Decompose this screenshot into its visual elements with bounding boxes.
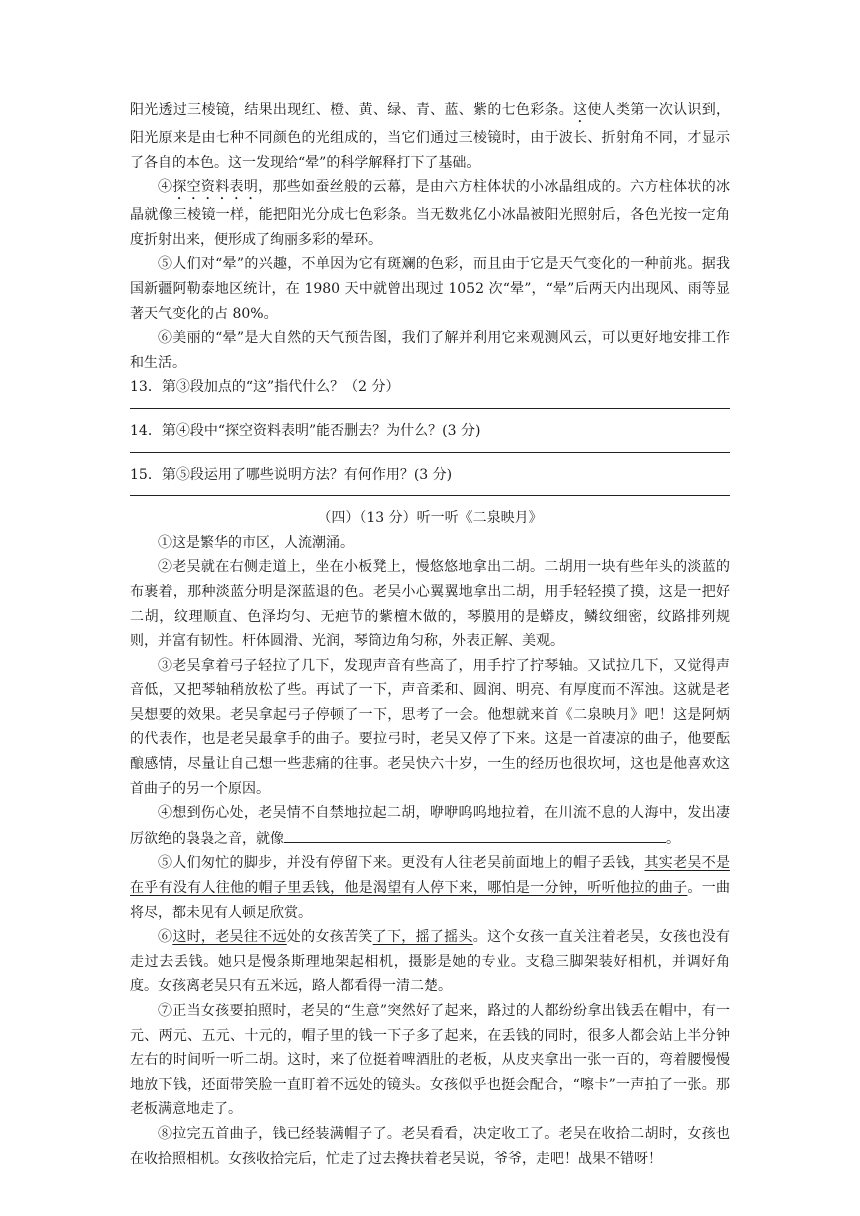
underlined-phrase-1: 这时，老吴往不远 — [172, 929, 287, 946]
paragraph-4: ④探空资料表明，那些如蚕丝般的云幕，是由六方柱体状的小冰晶组成的。六方柱体状的冰晶就像三棱镜一样，能把阳光分成七色彩条。当无数兆亿小冰晶被阳光照射后，各色光按一定角度折射出来，便形成了绚丽多彩的晕环。 — [130, 179, 731, 248]
section-4-title: （四）（13 分）听一听《二泉映月》 — [317, 510, 543, 527]
exam-page — [130, 98, 730, 1171]
question-15: 15．第⑤段运用了哪些说明方法？有何作用？(3 分) — [130, 466, 453, 483]
story-paragraph-1: ①这是繁华的市区，人流潮涌。 — [158, 534, 354, 551]
question-13: 13．第③段加点的“这”指代什么？（2 分） — [130, 379, 400, 396]
story-paragraph-3: ③老吴拿着弓子轻拉了几下，发现声音有些高了，用手拧了拧琴轴。又试拉几下，又觉得声音低，又把琴轴稍放松了些。再试了一下，声音柔和、圆润、明亮、有厚度而不浑浊。这就是老吴想要的效果。老吴拿起弓子停顿了一下，思考了一会。他想就来首《二泉映月》吧！这是阿炳的代表作，也是老吴最拿手的曲子。要拉弓时，老吴又停了下来。这是一首凄凉的曲子，他要酝酿感情，尽量让自己想一些悲痛的往事。老吴快六十岁，一生的经历也很坎坷，这也是他喜欢这首曲子的另一个原因。 — [130, 657, 730, 797]
emphasized-phrase: 探空资料表明 — [172, 179, 259, 196]
story-paragraph-8: ⑧拉完五首曲子，钱已经装满帽子了。老吴看看，决定收工了。老吴在收拾二胡时，女孩也在收拾照相机。女孩收拾完后，忙走了过去搀扶着老吴说，爷爷，走吧！战果不错呀！ — [130, 1125, 730, 1167]
paragraph-5: ⑤人们对“晕”的兴趣，不单因为它有斑斓的色彩，而且由于它是天气变化的一种前兆。据我国新疆阿勒泰地区统计，在 1980 天中就曾出现过 1052 次“晕”，“晕”后两天内出现风、雨等显著天气变化的占 80%。 — [130, 256, 730, 322]
answer-line-15[interactable] — [130, 495, 730, 496]
story-paragraph-5: ⑤人们匆忙的脚步，并没有停留下来。更没有人往老吴前面地上的帽子丢钱，其实老吴不是在乎有没有人往他的帽子里丢钱，他是渴望有人停下来，哪怕是一分钟，听听他拉的曲子。一曲将尽，都未见有人顿足欣赏。 — [130, 855, 731, 921]
story-paragraph-4: ④想到伤心处，老吴情不自禁地拉起二胡，咿咿呜呜地拉着，在川流不息的人海中，发出凄厉欲绝的袅袅之音，就像 。 — [130, 805, 730, 847]
underlined-sentence: 其实老吴不是在乎有没有人往他的帽子里丢钱，他是渴望有人停下来，哪怕是一分钟，听听他拉的曲子 — [130, 855, 731, 897]
fill-in-blank[interactable] — [284, 826, 666, 843]
story-paragraph-6: ⑥这时，老吴往不远处的女孩苦笑了下，摇了摇头。这个女孩一直关注着老吴，女孩也没有走过去丢钱。她只是慢条斯理地架起相机，摄影是她的专业。支稳三脚架装好相机，并调好角度。女孩离老吴只有五米远，路人都看得一清二楚。 — [130, 929, 731, 995]
question-14: 14．第④段中“探空资料表明”能否删去？为什么？(3 分) — [130, 422, 481, 439]
underlined-phrase-2: 了下，摇了摇头 — [372, 929, 473, 946]
story-paragraph-7: ⑦正当女孩要拍照时，老吴的“生意”突然好了起来，路过的人都纷纷拿出钱丢在帽中，有一元、两元、五元、十元的，帽子里的钱一下子多了起来，在丢钱的同时，很多人都会站上半分钟左右的时间听一听二胡。这时，来了位挺着啤酒肚的老板，从皮夹拿出一张一百的，弯着腰慢慢地放下钱，还面带笑脸一直盯着不远处的镜头。女孩似乎也挺会配合，“嚓卡”一声拍了一张。那老板满意地走了。 — [130, 1003, 730, 1118]
story-paragraph-2: ②老吴就在右侧走道上，坐在小板凳上，慢悠悠地拿出二胡。二胡用一块有些年头的淡蓝的布裹着，那种淡蓝分明是深蓝退的色。老吴小心翼翼地拿出二胡，用手轻轻摸了摸，这是一把好二胡，纹理顺直、色泽均匀、无疤节的紫檀木做的，琴膜用的是蟒皮，鳞纹细密，纹路排列规则，并富有韧性。杆体圆滑、光润，琴筒边角匀称，外表正解、美观。 — [130, 559, 730, 650]
paragraph-6: ⑥美丽的“晕”是大自然的天气预告图，我们了解并利用它来观测风云，可以更好地安排工作和生活。 — [130, 330, 730, 371]
answer-line-14[interactable] — [130, 452, 730, 453]
answer-line-13[interactable] — [130, 408, 730, 409]
emphasized-word-zhe: 这 — [573, 102, 588, 118]
paragraph-3-continued: 阳光透过三棱镜，结果出现红、橙、黄、绿、青、蓝、紫的七色彩条。这使人类第一次认识到，阳光原来是由七种不同颜色的光组成的，当它们通过三棱镜时，由于波长、折射角不同，才显示了各自的本色。这一发现给“晕”的科学解释打下了基础。 — [130, 102, 731, 171]
